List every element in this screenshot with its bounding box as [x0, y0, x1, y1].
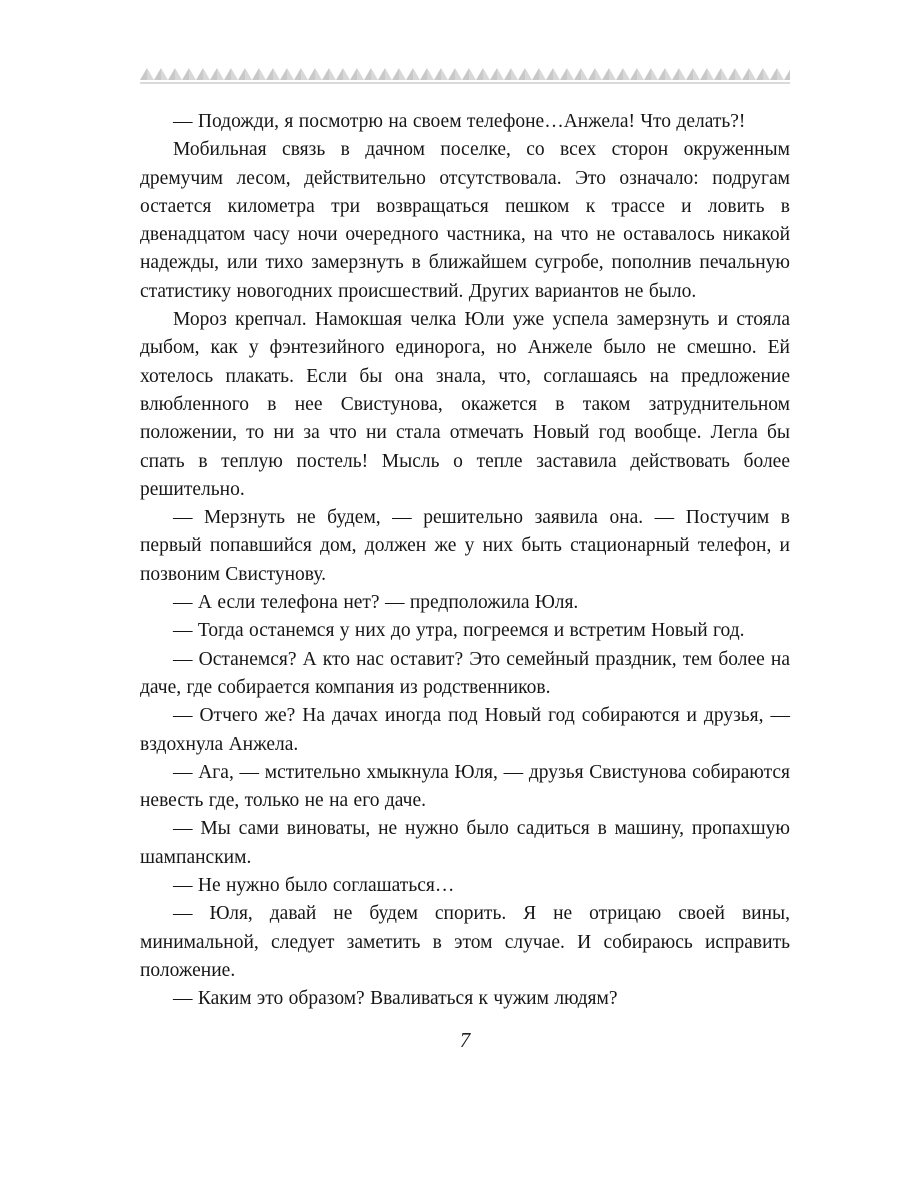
paragraph: — Тогда останемся у них до утра, погреемся и встретим Новый год.	[173, 620, 745, 642]
paragraph: — Юля, давай не будем спорить. Я не отрицаю своей вины, минимальной, следует заметить в этом случае. И собираюсь исправить положение.	[140, 903, 790, 981]
garland-ornament	[140, 68, 790, 84]
triangle-garland-icon	[140, 68, 790, 80]
ornament-divider-line	[140, 82, 790, 84]
paragraph: — Останемся? А кто нас оставит? Это семейный праздник, тем более на даче, где собирается компания из родственников.	[140, 648, 790, 698]
paragraph: — Не нужно было соглашаться…	[173, 875, 455, 897]
paragraph: Мобильная связь в дачном поселке, со всех сторон окруженным дремучим лесом, действительно отсутствовала. Это означало: подругам остается километра три возвращаться пешком к трассе и ловить в двенадцатом часу ночи очередного частника, на что не оставалось никакой надежды, или тихо замерзнуть в ближайшем сугробе, пополнив печальную статистику новогодних происшествий. Других вариантов не было.	[140, 139, 790, 302]
page-number: 7	[459, 1027, 471, 1052]
paragraph: — Подожди, я посмотрю на своем телефоне…Анжела! Что делать?!	[173, 111, 746, 132]
paragraph: Мороз крепчал. Намокшая челка Юли уже успела замерзнуть и стояла дыбом, как у фэнтезийного единорога, но Анжеле было не смешно. Ей хотелось плакать. Если бы она знала, что, соглашаясь на предложение влюбленного в нее Свистунова, окажется в таком затруднительном положении, то ни за что ни стала отмечать Новый год вообще. Легла бы спать в теплую постель! Мысль о тепле заставила действовать более решительно.	[140, 309, 790, 500]
paragraph: — А если телефона нет? — предположила Юля.	[173, 592, 579, 614]
paragraph: — Мерзнуть не будем, — решительно заявила она. — Постучим в первый попавшийся дом, должен же у них быть стационарный телефон, и позвоним Свистунову.	[140, 507, 790, 585]
paragraph: — Отчего же? На дачах иногда под Новый год собираются и друзья, — вздохнула Анжела.	[140, 705, 790, 755]
page-text	[140, 108, 790, 1014]
paragraph: — Мы сами виноваты, не нужно было садиться в машину, пропахшую шампанским.	[140, 818, 790, 868]
paragraph: — Каким это образом? Вваливаться к чужим людям?	[173, 988, 618, 1010]
paragraph: — Ага, — мстительно хмыкнула Юля, — друзья Свистунова собираются невесть где, только не на его даче.	[140, 761, 790, 812]
